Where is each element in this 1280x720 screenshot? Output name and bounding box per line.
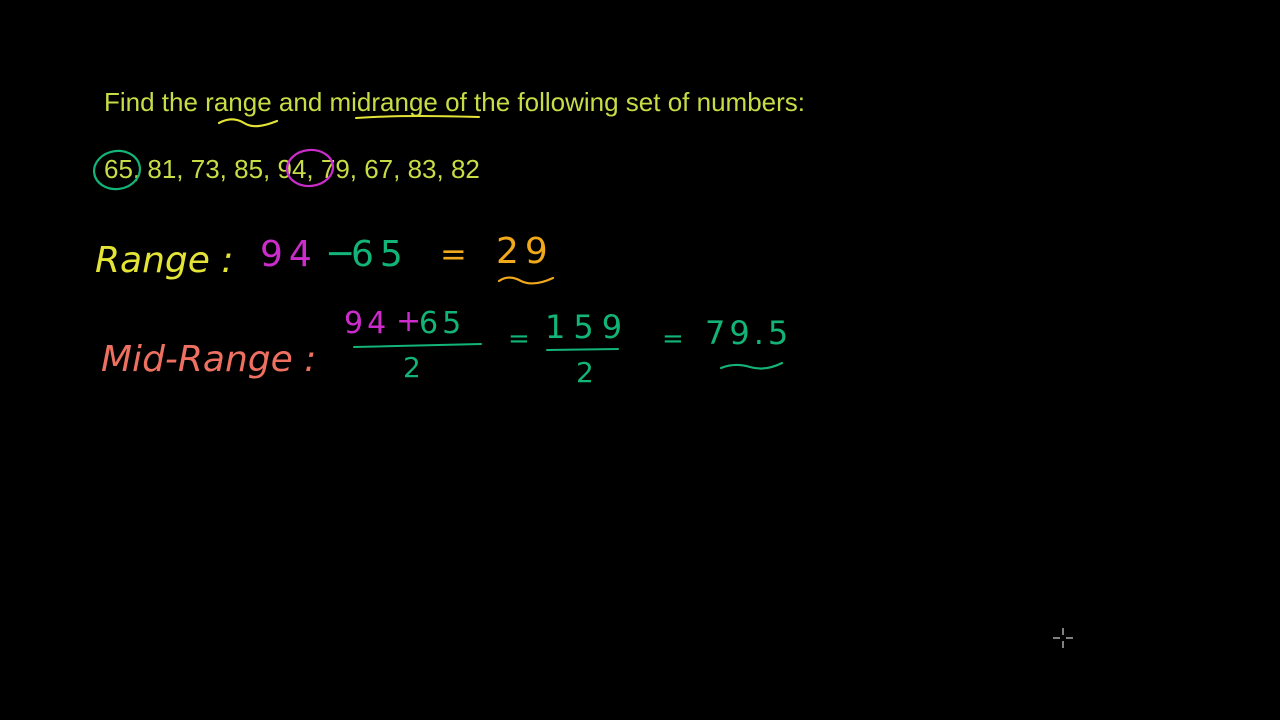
fraction-bar-2 [547, 349, 618, 350]
prompt-term-midrange: midrange [329, 87, 438, 117]
range-result: 29 [496, 231, 554, 272]
midrange-equals-sign-2: = [662, 324, 684, 354]
range-equals-sign: = [440, 235, 467, 273]
midrange-result-squiggle [721, 363, 782, 369]
midrange-label: Mid-Range : [101, 339, 317, 380]
midrange-equals-sign-1: = [508, 324, 530, 354]
midrange-numerator-minimum: 65 [419, 306, 466, 341]
midrange-numerator-maximum: 94 [344, 306, 391, 341]
midrange-denominator-2: 2 [576, 356, 594, 389]
midrange-result: 79.5 [705, 314, 793, 352]
prompt-text-middle: and [271, 87, 330, 117]
number-maximum: 94 [277, 154, 307, 184]
prompt-text-before: Find the [104, 87, 206, 117]
prompt-text-after: of the following set of numbers: [437, 87, 805, 117]
midrange-numerator-sum: 159 [545, 308, 631, 346]
range-minimum: 65 [351, 234, 409, 275]
maximum-circle [285, 148, 335, 189]
number-list-rest: , 79, 67, 83, 82 [306, 154, 480, 184]
minimum-circle [92, 148, 143, 192]
range-maximum: 94 [260, 234, 318, 275]
number-list-middle: , 81, 73, 85, [132, 154, 278, 184]
midrange-underline [356, 116, 479, 118]
fraction-bar-1 [354, 344, 481, 347]
crosshair-cursor-icon [1052, 627, 1074, 649]
range-label: Range : [95, 240, 234, 281]
range-minus-sign: − [325, 233, 356, 274]
number-minimum: 65 [104, 154, 133, 184]
range-underline-squiggle [219, 119, 277, 126]
prompt-term-range: range [205, 87, 272, 117]
midrange-plus-sign: + [396, 304, 422, 339]
midrange-denominator-1: 2 [403, 351, 421, 384]
range-result-squiggle [499, 278, 553, 284]
